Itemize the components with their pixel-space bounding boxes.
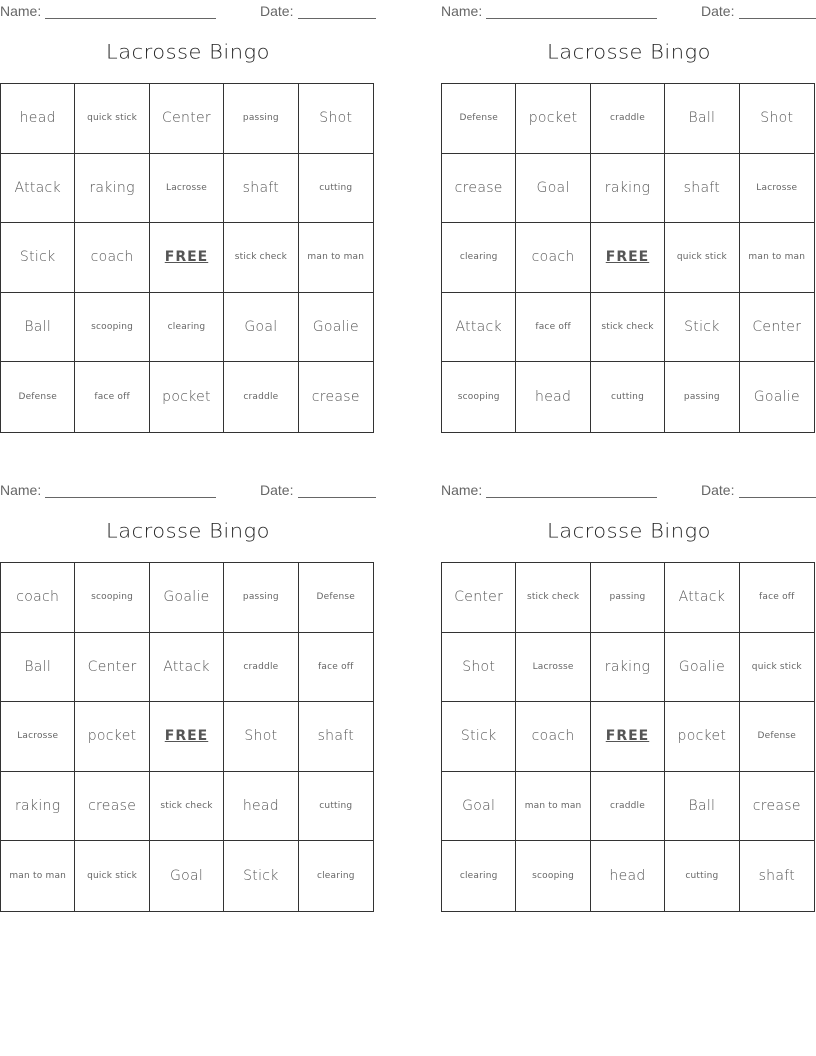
bingo-cell: clearing — [150, 293, 224, 363]
bingo-cell: cutting — [665, 841, 739, 911]
bingo-cell: coach — [1, 563, 75, 633]
card-title: Lacrosse Bingo — [106, 519, 270, 543]
bingo-grid — [0, 83, 374, 433]
bingo-cell: Goal — [150, 841, 224, 911]
bingo-cell: shaft — [665, 154, 739, 224]
bingo-cell: Center — [75, 633, 149, 703]
bingo-cell: man to man — [516, 772, 590, 842]
bingo-cell: pocket — [75, 702, 149, 772]
bingo-cell: clearing — [316, 871, 355, 882]
bingo-cell: craddle — [224, 633, 298, 703]
bingo-cell: man to man — [740, 223, 814, 293]
bingo-cell: Lacrosse — [1, 702, 75, 772]
date-blank-line — [739, 18, 816, 19]
bingo-cell: crease — [740, 772, 814, 842]
bingo-cell: passing — [224, 84, 298, 154]
bingo-cell: Shot — [442, 633, 516, 703]
bingo-cell: Defense — [740, 702, 814, 772]
bingo-cell: scooping — [442, 362, 516, 432]
name-label: Name: — [441, 482, 483, 498]
bingo-cell: craddle — [591, 772, 665, 842]
bingo-card-1 — [0, 0, 376, 432]
bingo-cell: Stick — [442, 702, 516, 772]
bingo-cell: raking — [75, 154, 149, 224]
bingo-cell: Defense — [299, 563, 373, 633]
bingo-cell: head — [591, 841, 665, 911]
bingo-cell: Attack — [1, 154, 75, 224]
bingo-cell: clearing — [442, 223, 516, 293]
bingo-cell: stick check — [150, 772, 224, 842]
bingo-cell: Shot — [299, 84, 373, 154]
bingo-cell: scooping — [516, 841, 590, 911]
bingo-cell: Shot — [224, 702, 298, 772]
name-blank-line — [45, 497, 216, 498]
bingo-grid — [441, 562, 815, 912]
bingo-cell: Attack — [665, 563, 739, 633]
bingo-cell: passing — [224, 563, 298, 633]
bingo-cell: head — [224, 772, 298, 842]
bingo-cell: craddle — [591, 84, 665, 154]
bingo-cell: Lacrosse — [516, 633, 590, 703]
bingo-cell: face off — [75, 362, 149, 432]
bingo-cell: clearing — [442, 841, 516, 911]
bingo-cell: Defense — [1, 362, 75, 432]
bingo-cell: passing — [665, 362, 739, 432]
bingo-cell: Center — [442, 563, 516, 633]
bingo-cell: quick stick — [75, 84, 149, 154]
bingo-cell: man to man — [1, 841, 75, 911]
bingo-cell: Ball — [665, 772, 739, 842]
bingo-cell: face off — [299, 633, 373, 703]
bingo-cell: passing — [591, 563, 665, 633]
bingo-cell: scooping — [75, 563, 149, 633]
bingo-cell: quick stick — [740, 633, 814, 703]
bingo-cell: Center — [740, 293, 814, 363]
bingo-cell: coach — [516, 702, 590, 772]
bingo-cell: stick check — [224, 223, 298, 293]
bingo-cell: head — [516, 362, 590, 432]
bingo-cell: coach — [516, 223, 590, 293]
free-space-cell: FREE — [591, 702, 665, 772]
bingo-cell: crease — [311, 389, 360, 406]
bingo-cell: cutting — [591, 362, 665, 432]
date-label: Date: — [701, 482, 735, 498]
card-title: Lacrosse Bingo — [547, 40, 711, 64]
bingo-cell: Goal — [224, 293, 298, 363]
bingo-cell: Goal — [516, 154, 590, 224]
bingo-cell: Center — [150, 84, 224, 154]
bingo-cell: pocket — [665, 702, 739, 772]
name-blank-line — [486, 18, 657, 19]
bingo-cell: stick check — [591, 293, 665, 363]
bingo-cell: Goalie — [299, 293, 373, 363]
date-label: Date: — [260, 3, 294, 19]
bingo-cell: Goalie — [753, 389, 800, 406]
name-date-line — [441, 3, 816, 21]
bingo-cell: face off — [740, 563, 814, 633]
bingo-card-4 — [441, 479, 816, 911]
name-blank-line — [486, 497, 657, 498]
bingo-cell: Defense — [442, 84, 516, 154]
bingo-cell: Ball — [1, 293, 75, 363]
bingo-cell: Goal — [442, 772, 516, 842]
free-space-cell: FREE — [150, 702, 224, 772]
bingo-card-2 — [441, 0, 816, 432]
date-blank-line — [298, 497, 376, 498]
bingo-cell: pocket — [516, 84, 590, 154]
bingo-cell: Attack — [442, 293, 516, 363]
card-title: Lacrosse Bingo — [547, 519, 711, 543]
bingo-cell: Goalie — [150, 563, 224, 633]
bingo-cell: Stick — [665, 293, 739, 363]
bingo-cell: shaft — [299, 702, 373, 772]
bingo-cell: craddle — [224, 362, 298, 432]
bingo-cell: crease — [442, 154, 516, 224]
name-date-line — [0, 482, 376, 500]
free-space-cell: FREE — [150, 223, 224, 293]
bingo-cell: Lacrosse — [150, 154, 224, 224]
bingo-cell: quick stick — [75, 841, 149, 911]
date-blank-line — [739, 497, 816, 498]
bingo-cell: Ball — [665, 84, 739, 154]
free-space-cell: FREE — [591, 223, 665, 293]
date-blank-line — [298, 18, 376, 19]
name-label: Name: — [0, 482, 42, 498]
bingo-cell: scooping — [75, 293, 149, 363]
bingo-cell: cutting — [299, 772, 373, 842]
bingo-cell: Stick — [224, 841, 298, 911]
bingo-grid — [0, 562, 374, 912]
bingo-cell: shaft — [224, 154, 298, 224]
name-blank-line — [45, 18, 216, 19]
name-date-line — [0, 3, 376, 21]
date-label: Date: — [701, 3, 735, 19]
bingo-cell: shaft — [758, 868, 795, 885]
bingo-cell: face off — [516, 293, 590, 363]
bingo-cell: Ball — [1, 633, 75, 703]
bingo-cell: stick check — [516, 563, 590, 633]
bingo-cell: coach — [75, 223, 149, 293]
bingo-cell: head — [1, 84, 75, 154]
bingo-cell: raking — [591, 633, 665, 703]
date-label: Date: — [260, 482, 294, 498]
bingo-cell: Goalie — [665, 633, 739, 703]
name-date-line — [441, 482, 816, 500]
bingo-cell: Lacrosse — [740, 154, 814, 224]
bingo-cell: Stick — [1, 223, 75, 293]
bingo-cell: crease — [75, 772, 149, 842]
bingo-cell: raking — [591, 154, 665, 224]
bingo-grid — [441, 83, 815, 433]
bingo-cell: Shot — [740, 84, 814, 154]
bingo-cell: man to man — [299, 223, 373, 293]
name-label: Name: — [441, 3, 483, 19]
bingo-cell: raking — [1, 772, 75, 842]
name-label: Name: — [0, 3, 42, 19]
bingo-cell: pocket — [150, 362, 224, 432]
bingo-cell: cutting — [299, 154, 373, 224]
bingo-cell: Attack — [150, 633, 224, 703]
bingo-cell: quick stick — [665, 223, 739, 293]
card-title: Lacrosse Bingo — [106, 40, 270, 64]
bingo-card-3 — [0, 479, 376, 911]
